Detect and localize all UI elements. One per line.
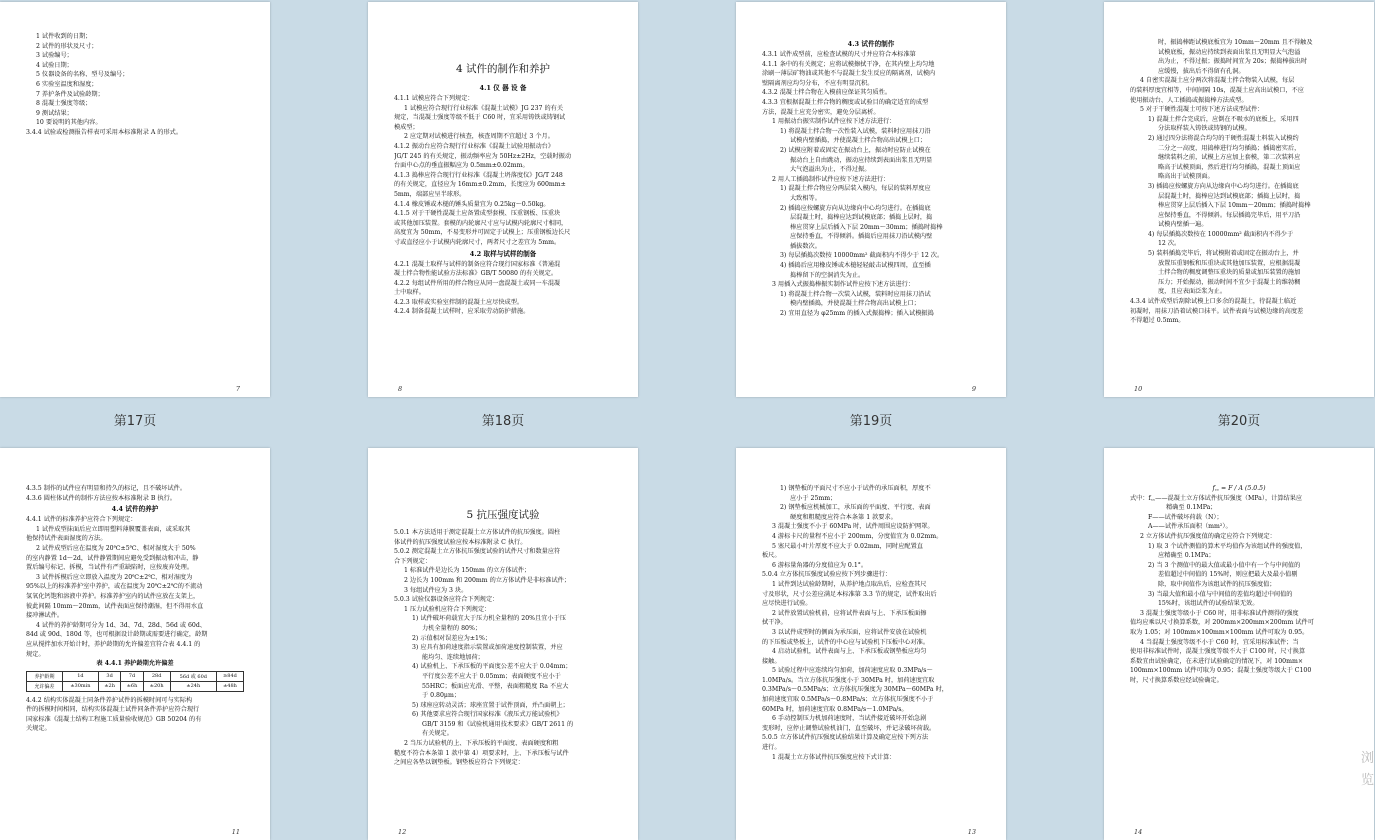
text-line: 1 试模应符合现行行业标准《混凝土试模》JG 237 的有关 [404,104,564,112]
text-line: 2 试件成型后应在温度为 20℃±5℃、相对湿度大于 50% [36,544,196,552]
text-line: 1) 钢垫板的平面尺寸不应小于试件的承压面积，厚度不 [780,485,931,492]
text-line: 式中：f꜀꜀——混凝土立方体试件抗压强度（MPa），计算结果应 [1130,494,1303,502]
text-line: 不得超过 0.5mm。 [1130,317,1185,325]
text-line: 继续装料之前，试模上方应加上套模，第二次装料应 [1158,154,1301,162]
page-number: 10 [1134,385,1143,393]
text-line: 55HRC；板面应光滑、平整，表面粗糙度 Ra 不应大 [422,682,569,690]
table-cell: ±2h [98,681,120,691]
text-line: 之间应各垫以钢垫板。钢垫板应符合下列规定： [394,759,524,767]
text-line: 2 试件放置试验机前，应将试件表面与上、下承压板面擦 [772,609,927,617]
text-line: 4 试件的养护龄期可分为 1d、3d、7d、28d、56d 或 60d、 [36,621,206,629]
text-line: 10 要说明的其他内容。 [36,119,102,127]
text-line: 体试件的抗压强度试验应按本标准附录 C 执行。 [394,538,527,546]
text-line: 略高于试模顶面，然后进行均匀插捣，混凝土顶面应 [1158,163,1301,171]
text-line: 1 混凝土立方体试件抗压强度应按下式计算： [772,753,896,761]
page-caption[interactable]: 第18页 [481,414,525,429]
text-line: 4.2.3 取样或实验室拌制的混凝土应尽快成型。 [394,298,524,306]
text-line: 3) 应具有加荷速度指示装置或加荷速度控制装置，并应 [412,644,563,652]
text-line: 5mm，端部应呈半球形。 [394,190,466,198]
text-line: 的室内静置 1d～2d，试件静置期间应避免受到振动和冲击，静 [26,554,199,562]
text-line: 应保持垂直，不得倾斜。插捣后应用抹刀沿试模内壁 [790,233,933,241]
text-line: 接触。 [762,657,781,665]
text-line: 5.0.5 立方体试件抗压强度试验结果计算及确定应按下列方法 [762,734,929,742]
text-line: 置后编号标记、拆模，当试件有严重缺陷时，应按废弃处理。 [26,564,194,572]
text-line: 寸及形状，尺寸公差应满足本标准第 3.3 节的规定，试件取出后 [762,590,937,598]
text-line: 应精确至 0.1MPa； [1158,552,1215,560]
text-line: 2) 试模应附着或固定在振动台上，振动时应防止试模在 [780,146,931,154]
text-line: 氢氧化钙饱和溶液中养护。标准养护室内的试件应放在支架上， [26,592,200,600]
text-line: 5.0.1 本方法适用于测定混凝土立方体试件的抗压强度。圆柱 [394,529,561,536]
text-line: 3 试验编号； [36,52,73,60]
text-line: 2 当压力试验机的上、下承压板的平面度、表面硬度和粗 [404,740,559,748]
text-line: 6 手动控制压力机加荷速度时，当试件接近破坏开始急剧 [772,715,927,723]
text-line: 1.0MPa/s。当立方体抗压强度小于 30MPa 时，加荷速度宜取 [762,676,935,684]
table-title: 表 4.4.1 养护龄期允许偏差 [96,660,174,668]
text-line: 应保持垂直，不得倾斜。每层插捣完毕后，用平刀沿 [1158,211,1301,219]
text-line: 时，尺寸换算系数应经试验确定。 [1130,676,1223,684]
text-line: 4.3.5 制作的试件应有明显和持久的标记，且不破坏试件。 [26,485,187,492]
page-number: 13 [967,828,976,836]
text-line: 2 立方体试件抗压强度值的确定应符合下列规定： [1140,532,1276,540]
text-line: 1) 混凝土拌合完成后，应倒在不吸水的底板上，采用四 [1148,115,1299,123]
text-line: GB/T 3159 和《试验机通用技术要求》GB/T 2611 的 [422,720,574,728]
text-line: 2) 钢垫板应机械加工，承压面的平面度、平行度、表面 [780,504,931,512]
text-line: 1 压力试验机应符合下列规定： [404,605,491,613]
text-line: 2 用人工插捣制作试件应按下述方法进行： [772,175,890,183]
table-cell: 3d [98,671,120,681]
text-line: 涂刷一薄层矿物油或其他不与混凝土发生反应的隔离剂，试模内 [762,70,936,78]
text-line: 1 用振动台振实制作试件应按下述方法进行： [772,118,896,126]
text-line: JG/T 245 的有关规定，振动频率应为 50Hz±2Hz，空载时振动 [394,152,572,160]
page-number: 8 [398,385,403,393]
text-line: 应缓慢，拔出后不得留有孔洞。 [1158,67,1245,75]
text-line: 硬度和粗糙度应符合本条第 1 款要求。 [790,513,897,521]
text-line: 凝土拌合物性能试验方法标准》GB/T 50080 的有关规定。 [394,270,558,278]
table-cell: 允许偏差 [27,681,63,691]
text-line: 8 混凝土强度等级； [36,100,92,108]
page-number: 9 [971,385,976,393]
text-line: 彼此间隔 10mm～20mm，试件表面应保持潮湿，但不得用水直 [26,602,204,610]
text-line: 试模内壁插捣，并使混凝土拌合物高出试模上口； [790,137,927,145]
table-cell: ±48h [217,681,244,691]
text-line: 糙度不符合本条第 1 款中第 4）项要求时，上、下承压板与试件 [394,749,569,757]
text-line: 分法取样装入铸铁或铸钢的试模。 [1158,125,1251,133]
text-line: 规定。 [26,650,45,658]
text-line: 初凝时，用抹刀沿着试模口抹平。试件表面与试模边缘的高度差 [1130,307,1304,315]
text-line: A——试件承压面积（mm²）。 [1148,523,1232,531]
document-page[interactable] [368,448,638,840]
text-line: 12 次。 [1158,240,1181,248]
text-line: 的有关规定，直径应为 16mm±0.2mm，长度应为 600mm± [394,181,566,189]
text-line: 2) 通过四分法将混合均匀的干硬性混凝土料装入试模约 [1148,134,1299,142]
text-line: 方法，混凝土应充分密实，避免分层离析。 [762,108,880,116]
text-line: 15%时，该组试件的试验结果无效。 [1158,600,1259,608]
text-line: 5.0.3 试验仪器设备应符合下列规定： [394,596,499,604]
text-line: 值均应乘以尺寸换算系数，对 200mm×200mm×200mm 试件可 [1130,619,1314,627]
text-line: 层混凝土时，捣棒应达到试模底部；插捣上层时，捣 [1158,192,1301,200]
text-line: 5 塞尺最小叶片厚度不应大于 0.02mm，同时应配置直 [772,542,923,550]
text-line: 应从搅拌加水开始计时，养护龄期的允许偏差宜符合表 4.4.1 的 [26,640,201,648]
text-line: 2 应定期对试模进行核查，核查周期不宜超过 3 个月。 [404,133,554,141]
table-cell: 56d 或 60d [170,671,216,681]
table-row [27,671,244,681]
text-line: 84d 或 90d、180d 等，也可根据设计龄期或需要进行确定，龄期 [26,631,208,639]
text-line: 模成型； [394,123,419,131]
text-line: 4.1.1 试模应符合下列规定： [394,95,474,102]
text-line: 棒应贯穿上层后插入下层 10mm～20mm；插捣时捣棒 [1158,202,1311,210]
page-caption[interactable]: 第17页 [113,414,157,429]
text-line: 土中取样。 [394,289,425,297]
text-line: 5.0.2 测定混凝土立方体抗压强度试验的试件尺寸和数量应符 [394,548,561,556]
chapter-title: 4 试件的制作和养护 [455,63,551,75]
text-line: 放置压重钢板和压重块或其他加压装置，应根据混凝 [1158,259,1301,267]
text-line: 60MPa 时，加荷速度宜取 0.8MPa/s～1.0MPa/s。 [762,705,908,713]
text-line: 插拔数次。 [790,242,821,250]
text-line: 平行度公差不应大于 0.05mm；表面硬度不应小于 [422,672,561,680]
text-line: 3.4.4 试验或检测报告样表可采用本标准附录 A 的形式。 [26,128,183,136]
text-line: 4 当混凝土强度等级不小于 C60 时，宜采用标准试件；当 [1140,638,1299,646]
text-line: 时，振捣棒距试模底板宜为 10mm～20mm 且不得触及 [1158,39,1313,46]
text-line: 试模内壁插一遍。 [1158,221,1208,229]
document-page[interactable] [0,448,270,840]
table-cell: 1d [62,671,98,681]
text-line: 3) 每层插捣次数按 10000mm² 截面积内不得少于 12 次。 [780,252,944,260]
text-line: 4) 试验机上、下承压板的平面度公差不应大于 0.04mm； [412,663,572,671]
text-line: 规定，当混凝土强度等级不低于 C60 时，宜采用铸铁或铸钢试 [394,114,566,122]
text-line: 台面中心点的垂直振幅应为 0.5mm±0.02mm。 [394,162,529,170]
page-number: 7 [235,385,240,393]
document-page[interactable] [1104,2,1374,397]
section-title: 4.4 试件的养护 [111,505,159,514]
text-line: 1 试件到达试验龄期时，从养护地点取出后，应检查其尺 [772,580,927,588]
text-line: 板尺。 [762,552,781,560]
side-mark: 浏览 [1361,751,1375,788]
text-line: 4) 每层插捣次数按在 10000mm² 截面积内不得少于 [1148,230,1294,238]
text-line: 95%以上的标准养护室中养护，或在温度为 20℃±2℃的不流动 [26,583,203,591]
text-line: 4.2.2 每组试件所用的拌合物应从同一盘混凝土或同一车混凝 [394,279,561,287]
text-line: 3 以试件成型时的侧面为承压面，应将试件安放在试验机 [772,628,927,636]
text-line: 或其他加压装置。套模的内轮廓尺寸应与试模内轮廓尺寸相同， [394,219,568,227]
text-line: 4 自密实混凝土应分两次将混凝土拌合物装入试模，每层 [1140,77,1295,85]
text-line: 1) 混凝土拌合物应分两层装入模内，每层的装料厚度应 [780,185,931,193]
table-cell: ±30min [62,681,98,691]
text-line: 3 试件拆模后应立即放入温度为 20℃±2℃、相对湿度为 [36,573,193,581]
text-line: 拭干净。 [762,619,787,627]
text-line: 4.2.1 混凝土取样与试样的制备应符合现行国家标准《普通混 [394,260,561,268]
text-line: 4.3.1 试件成型前，应检查试模的尺寸并应符合本标准第 [762,51,916,58]
text-line: 于 0.80μm； [422,692,461,700]
text-line: 5 对于干硬性混凝土可按下述方法成型试件： [1140,106,1264,114]
text-line: 4.3.3 宜根据混凝土拌合物的稠度或试验目的确定适宜的成型 [762,98,929,106]
text-line: 他保持试件表面湿度的方法。 [26,535,107,543]
text-line: 模内壁插捣，并使混凝土拌合物高出试模上口； [790,300,920,308]
text-line: 合下列规定： [394,557,432,565]
text-line: 4) 插捣后应用橡皮锤或木槌轻轻敲击试模四周，直至插 [780,262,931,270]
table-row [27,681,244,691]
section-title: 4.2 取样与试样的制备 [469,249,537,258]
text-line: 使用非标准试件时，混凝土强度等级不大于 C100 时，尺寸换算 [1130,648,1306,656]
table-cell: ±6h [121,681,143,691]
text-line: 略高出于试模顶面。 [1158,173,1214,181]
table-cell: ≥84d [217,671,244,681]
page-caption[interactable]: 第19页 [849,414,893,429]
text-line: 度，且应表面泛浆为止。 [1158,288,1227,296]
text-line: 4.1.2 振动台应符合现行行业标准《混凝土试验用振动台》 [394,142,555,150]
text-line: 高度宜为 50mm，不易变形并可固定于试模上；压重钢板边长尺 [394,229,571,237]
table-cell: 养护龄期 [27,671,63,681]
text-line: 7 养护条件及试验龄期； [36,90,104,98]
text-line: 0.3MPa/s～0.5MPa/s；立方体抗压强度为 30MPa～60MPa 时， [762,686,948,694]
text-line: 3) 插捣应按螺旋方向从边缘向中心均匀进行。在插捣底 [1148,182,1299,190]
text-line: 2) 示值相对误差应为±1%； [412,634,492,642]
text-line: 寸或直径应小于试模内轮廓尺寸，两者尺寸之差宜为 5mm。 [394,238,561,246]
text-line: 精确至 0.1MPa； [1166,504,1217,512]
text-line: 取为 1.05；对 100mm×100mm×100mm 试件可取为 0.95。 [1130,628,1309,636]
text-line: 1) 将混凝土拌合物一次性装入试模，装料时应用抹刀沿 [780,127,931,135]
text-line: 2 试件的形状及尺寸； [36,42,98,50]
text-line: 5) 装料插捣完毕后，将试模附着或固定在振动台上，并 [1148,250,1299,258]
table-cell: 28d [143,671,170,681]
text-line: 3) 当最大值和最小值与中间值的差值均超过中间值的 [1148,590,1293,598]
text-line: 6) 其他要求应符合现行国家标准《液压式万能试验机》 [412,711,563,719]
text-line: 二分之一高度，用捣棒进行均匀插捣；插捣密实后， [1158,144,1301,152]
text-line: 4.4.2 结构实体混凝土同条件养护试件的拆模时间可与实际构 [26,696,193,704]
text-line: 1 试件成型抹面后应立即用塑料薄膜覆盖表面，或采取其 [36,525,191,533]
text-line: 大致相等。 [790,194,821,202]
text-line: 1 试件收到的日期； [36,33,92,40]
text-line: 1) 试件破坏荷载宜大于压力机全量程的 20%且宜小于压 [412,615,566,623]
text-line: 捣棒留下的空洞消失为止。 [790,271,865,279]
text-line: f꜀꜀ = F / A (5.0.5) [1212,485,1266,492]
text-line: 差值超过中间值的 15%时，则应把最大及最小值剔 [1158,571,1298,579]
text-line: 6 实验室温度和湿度； [36,80,98,88]
page-caption[interactable]: 第20页 [1217,414,1261,429]
text-line: 4.3.4 试件成型后刮除试模上口多余的混凝土，待混凝土临近 [1130,298,1297,306]
page-number: 11 [231,828,240,836]
text-line: 2) 宜用直径为 φ25mm 的插入式振捣棒；插入试模振捣 [780,310,934,318]
text-line: 压力；开始振动，振动时间不宜少于混凝土的维勃稠 [1158,278,1301,286]
section-title: 4.3 试件的制作 [847,40,895,48]
table-cell: 7d [121,671,143,681]
text-line: 5.0.4 立方体抗压强度试验应按下列步骤进行： [762,571,892,579]
text-line: 1) 将混凝土拌合物一次装入试模，装料时应用抹刀沿试 [780,290,931,298]
text-line: 振动台上自由跳动，振动应持续到表面出浆且无明显 [790,156,933,164]
text-line: 4.3.2 混凝土拌合物在入模前应保证其匀质性。 [762,89,892,97]
text-line: 100mm×100mm 试件可取为 0.95；混凝土强度等级大于 C100 [1130,667,1312,675]
text-line: 3 每组试件应为 3 块。 [404,586,468,594]
text-line: 能均匀、连续地加荷； [422,653,484,661]
text-line: 5 试验过程中应连续均匀加荷，加荷速度应取 0.3MPa/s～ [772,667,933,675]
text-line: 进行。 [762,744,781,752]
text-line: 除，取中间值作为该组试件的抗压强度值； [1158,580,1276,588]
text-line: 壁隔离剂应均匀分布，不应有明显沉积。 [762,79,874,87]
document-page[interactable] [1104,448,1374,840]
text-line: 4 启动试验机，试件表面与上、下承压板或钢垫板应均匀 [772,648,927,656]
text-line: 层混凝土时，捣棒应达到试模底部；插捣上层时，捣 [790,214,933,222]
text-line: F——试件破坏荷载（N）； [1148,513,1223,521]
text-line: 接冲淋试件。 [26,612,64,620]
text-line: 3 混凝土强度等级小于 C60 时，用非标准试件测得的强度 [1140,609,1299,617]
text-line: 4.1.1 条中的有关规定；应将试模擦拭干净，在其内壁上均匀地 [762,60,935,68]
curing-age-table [26,671,244,692]
text-line: 4.1.5 对于干硬性混凝土应备置成型套模、压重钢板、压重块 [394,210,561,218]
text-line: 3 混凝土强度不小于 60MPa 时，试件周围应设防护网罩。 [772,523,934,531]
chapter-title: 5 抗压强度试验 [466,509,540,521]
text-line: 有关规定。 [422,730,453,738]
document-page[interactable] [736,2,1006,397]
document-page[interactable] [736,448,1006,840]
text-line: 力机全量程的 80%； [422,624,482,632]
text-line: 4.1.4 橡皮锤或木槌的锤头质量宜为 0.25kg～0.50kg。 [394,200,550,208]
text-line: 5 仪器设备的名称、型号及编号； [36,71,129,79]
text-line: 2 边长为 100mm 和 200mm 的立方体试件是非标准试件； [404,576,571,584]
text-line: 6 游标量角器的分度值应为 0.1°。 [772,561,868,569]
text-line: 系数宜由试验确定，在未进行试验确定的情况下，对 100mm× [1130,657,1304,665]
text-line: 5) 球座应转动灵活；球座宜置于试件顶面，并凸面朝上； [412,701,569,709]
text-line: 应尽快进行试验。 [762,600,812,608]
text-line: 加荷速度宜取 0.5MPa/s～0.8MPa/s；立方体抗压强度不小于 [762,696,934,704]
text-line: 4.3.6 圆柱体试件的制作方法应按本标准附录 B 执行。 [26,494,176,502]
text-line: 1 标准试件是边长为 150mm 的立方体试件； [404,567,531,575]
text-line: 3 用插入式振捣棒振实制作试件应按下述方法进行： [772,281,915,289]
text-line: 的下压板或垫板上，试件的中心应与试验机下压板中心对准。 [762,638,930,646]
text-line: 1) 取 3 个试件测值的算术平均值作为该组试件的强度值， [1148,542,1307,550]
document-page[interactable] [368,2,638,397]
text-line: 9 测试结果； [36,109,73,117]
section-title: 4.1 仪 器 设 备 [479,84,527,92]
text-line: 4 试验日期； [36,61,73,69]
text-line: 使用振动台、人工插捣或振捣棒方法成型。 [1130,96,1248,104]
text-line: 出为止，不得过振；振捣时间宜为 20s；振捣棒拔出时 [1158,58,1308,66]
text-line: 大气泡溢出为止，不得过振。 [790,166,871,174]
text-line: 棒应贯穿上层后插入下层 20mm～30mm；插捣时捣棒 [790,223,943,231]
text-line: 4.2.4 制备混凝土试样时，应采取劳动防护措施。 [394,308,530,316]
text-line: 土拌合物的稠度调整压重块的质量或加压装置的施加 [1158,269,1301,277]
text-line: 应小于 25mm； [790,494,837,502]
text-line: 关规定。 [26,725,51,733]
text-line: 2) 当 3 个测值中的最大值或最小值中有一个与中间值的 [1148,561,1301,569]
text-line: 件的拆模时间相同，结构实体混凝土试件同条件养护应符合现行 [26,706,200,714]
document-page[interactable] [0,2,270,397]
page-number: 14 [1134,828,1143,836]
text-line: 的装料厚度宜相等，中间间隔 10s，混凝土应高出试模口，不应 [1130,86,1304,94]
text-line: 试模底板，振动应持续到表面出浆且无明显大气泡溢 [1158,48,1301,56]
page-number: 12 [398,828,407,836]
text-line: 4.4.1 试件的标准养护应符合下列规定： [26,516,137,524]
table-cell: ±24h [170,681,216,691]
text-line: 国家标准《混凝土结构工程施工质量验收规范》GB 50204 的有 [26,715,202,723]
text-line: 2) 插捣应按螺旋方向从边缘向中心均匀进行。在插捣底 [780,204,931,212]
table-cell: ±20h [143,681,170,691]
text-line: 4.1.3 捣棒应符合现行行业标准《混凝土坍落度仪》JG/T 248 [394,171,563,179]
text-line: 变形时，应停止调整试验机油门，直至破坏，并记录破坏荷载。 [762,724,936,732]
text-line: 4 游标卡尺的量程不应小于 200mm，分度值宜为 0.02mm。 [772,532,943,540]
